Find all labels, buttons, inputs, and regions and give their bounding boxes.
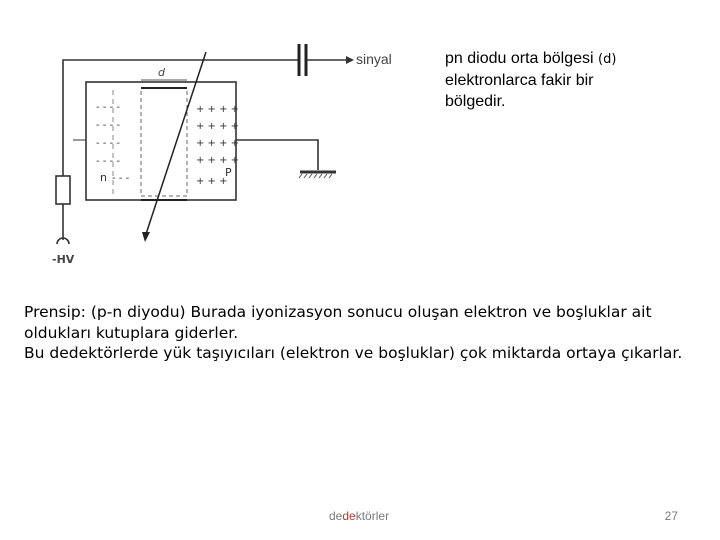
arrow-icon <box>346 56 354 64</box>
caption-line-1-text: pn diodu orta bölgesi <box>445 50 594 67</box>
svg-text:+ + + +: + + + + <box>196 104 240 115</box>
svg-text:- - - -: - - - - <box>96 120 120 131</box>
pn-detector-diagram <box>28 30 408 280</box>
paragraph-principle: Prensip: (p-n diyodu) Burada iyonizasyon sonucu oluşan elektron ve boşluklar ait oldukları kutuplara giderler. <box>24 303 652 342</box>
resistor <box>56 176 70 204</box>
page-number: 27 <box>664 509 678 523</box>
caption-d: (d) <box>598 52 617 67</box>
d-label: d <box>158 66 165 79</box>
body-text <box>24 302 704 364</box>
svg-text:- - - -: - - - - <box>96 138 120 149</box>
footer-title-post: ktörler <box>355 509 390 523</box>
svg-text:+ + + +: + + + + <box>196 138 240 149</box>
diagram-caption <box>445 48 705 112</box>
caption-line-3: bölgedir. <box>445 93 506 110</box>
n-minus-row: - - - <box>112 173 130 184</box>
caption-line-2: elektronlarca fakir bir <box>445 72 594 89</box>
track-arrow-icon <box>142 232 150 242</box>
footer-title-accent: de <box>342 509 356 523</box>
ground-wire <box>236 140 318 170</box>
signal-label: sinyal <box>356 51 392 67</box>
footer-title-pre: de <box>329 509 343 523</box>
p-label: P <box>225 166 232 179</box>
paragraph-charge-carriers: Bu dedektörlerde yük taşıyıcıları (elektron ve boşluklar) çok miktarda ortaya çıkarlar. <box>24 344 683 362</box>
hv-label: -HV <box>52 253 75 266</box>
n-label: n <box>100 171 107 184</box>
caption-line-1 <box>445 48 705 70</box>
diagram-svg <box>28 30 408 280</box>
ground-hatch <box>299 174 332 178</box>
svg-text:+ + + +: + + + + <box>196 121 240 132</box>
positive-charges <box>196 104 239 187</box>
footer-title <box>329 509 389 523</box>
negative-charges <box>96 102 120 167</box>
svg-text:+ + + +: + + + + <box>196 155 240 166</box>
svg-text:- - - -: - - - - <box>96 156 120 167</box>
svg-text:+ + +: + + + <box>196 176 228 187</box>
svg-text:- - - -: - - - - <box>96 102 120 113</box>
